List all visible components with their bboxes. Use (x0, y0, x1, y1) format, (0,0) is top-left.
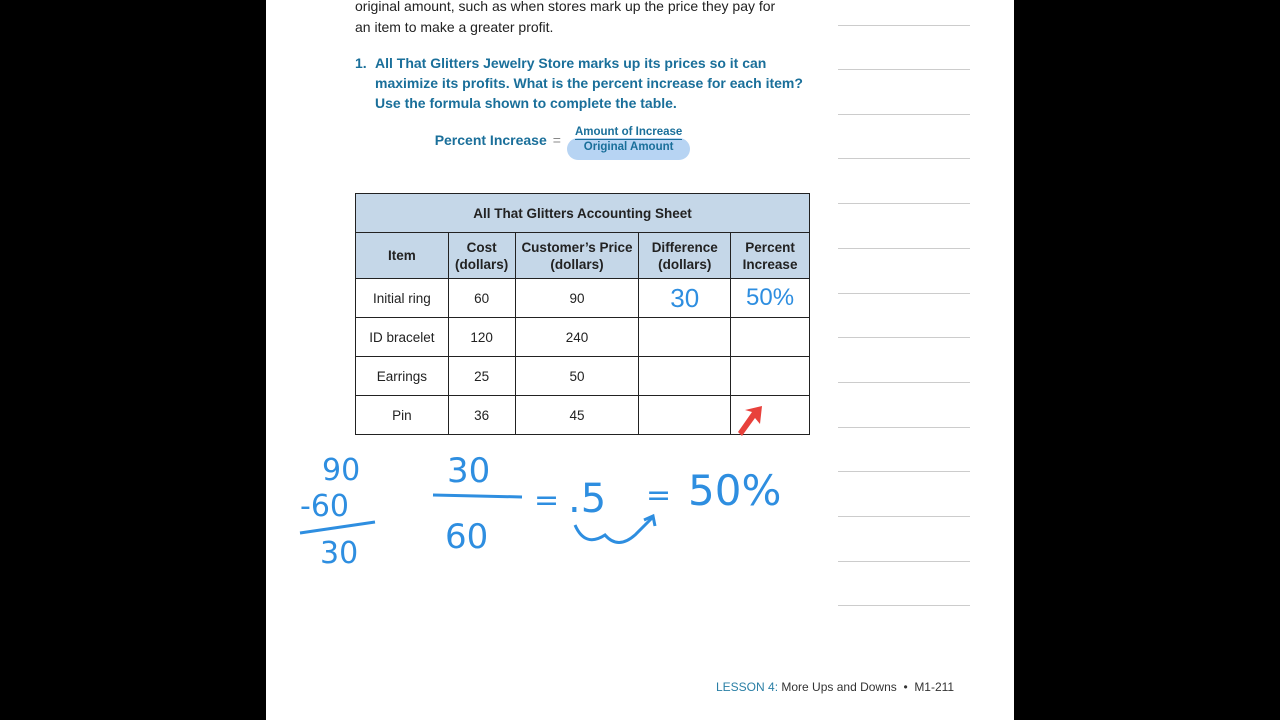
cell-price: 45 (515, 396, 639, 435)
hw-subtraction-result: 30 (320, 536, 359, 571)
question-number: 1. (355, 55, 367, 71)
hw-subtraction-top: 90 (322, 453, 361, 488)
formula-equals: = (552, 132, 561, 148)
page-footer (716, 680, 954, 694)
handwritten-percent: 50% (746, 284, 795, 311)
hw-equals: = (534, 483, 560, 518)
pointer-arrow-icon (738, 406, 762, 436)
formula-numerator: Amount of Increase (574, 126, 683, 138)
lesson-label: LESSON 4: (716, 680, 779, 694)
hw-subtraction-middle: -60 (300, 489, 349, 524)
handwritten-difference: 30 (670, 282, 700, 313)
hw-equals: = (646, 478, 672, 513)
cell-item: ID bracelet (356, 318, 449, 357)
hw-fraction-bar (433, 495, 522, 497)
header-percent: Percent Increase (731, 233, 810, 279)
cell-price: 240 (515, 318, 639, 357)
intro-line: an item to make a greater profit. (355, 19, 554, 35)
hw-decimal: .5 (568, 476, 607, 522)
cell-cost: 120 (448, 318, 515, 357)
cell-item: Pin (356, 396, 449, 435)
hw-fraction-denominator: 60 (445, 517, 489, 557)
cell-price: 50 (515, 357, 639, 396)
lesson-title: More Ups and Downs (781, 680, 897, 694)
cell-cost: 60 (448, 279, 515, 318)
page-number: M1-211 (914, 680, 955, 694)
intro-line: original amount, such as when stores mark up the price they pay for (355, 0, 776, 14)
formula-lhs: Percent Increase (434, 132, 547, 148)
header-price: Customer’s Price (dollars) (515, 233, 639, 279)
formula-denominator: Original Amount (583, 141, 674, 153)
header-difference: Difference (dollars) (639, 233, 731, 279)
header-cost: Cost (dollars) (448, 233, 515, 279)
table-title: All That Glitters Accounting Sheet (356, 194, 810, 233)
footer-bullet: • (903, 680, 908, 694)
hw-percent: 50% (688, 466, 782, 515)
question-text: All That Glitters Jewelry Store marks up its prices so it can maximize its profits. What is the percent increase for each item? Use the formula shown to complete the table. (375, 55, 803, 111)
cell-price: 90 (515, 279, 639, 318)
cell-item: Earrings (356, 357, 449, 396)
cell-cost: 36 (448, 396, 515, 435)
cell-item: Initial ring (356, 279, 449, 318)
hw-fraction-numerator: 30 (447, 451, 491, 491)
cell-cost: 25 (448, 357, 515, 396)
header-item: Item (356, 233, 449, 279)
